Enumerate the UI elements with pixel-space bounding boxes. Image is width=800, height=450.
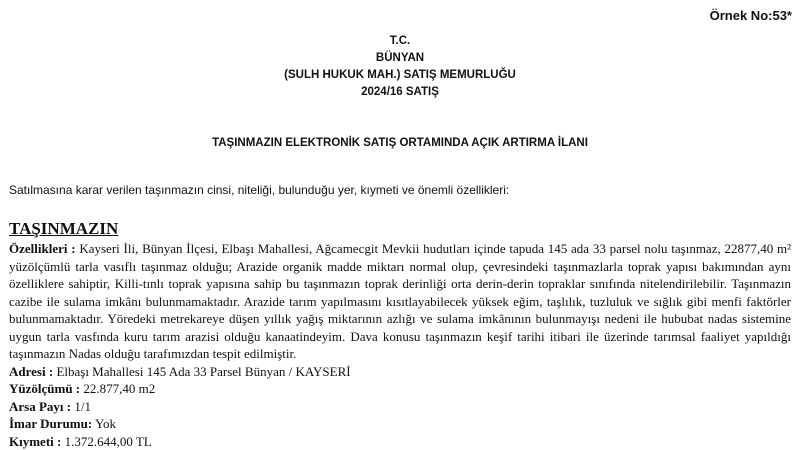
header-line-office: (SULH HUKUK MAH.) SATIŞ MEMURLUĞU	[284, 69, 516, 81]
value-value: 1.372.644,00 TL	[61, 433, 152, 449]
document-header	[0, 33, 800, 101]
section-title: TAŞINMAZIN	[9, 219, 119, 238]
header-line-district: BÜNYAN	[375, 52, 425, 64]
zoning-label: İmar Durumu:	[9, 416, 93, 431]
intro-text: Satılmasına karar verilen taşınmazın cinsi, niteliği, bulunduğu yer, kıymeti ve önemli özellikleri:	[9, 183, 510, 197]
share-row	[9, 398, 791, 416]
header-line-case-number: 2024/16 SATIŞ	[361, 86, 439, 98]
address-label: Adresi :	[9, 363, 54, 379]
sample-number: Örnek No:53*	[709, 8, 792, 23]
zoning-value: Yok	[92, 416, 117, 431]
area-value: 22.877,40 m2	[80, 381, 156, 396]
address-value: Elbaşı Mahallesi 145 Ada 33 Parsel Bünyan / KAYSERİ	[53, 363, 351, 379]
features-text: Kayseri İli, Bünyan İlçesi, Elbaşı Mahallesi, Ağcamecgit Mevkii hudutları içinde tapuda 145 ada 33 parsel nolu taşınmaz, 22877,40 m² yüzölçümlü tarla vasıflı taşınmaz olduğu; Arazide organik madde miktarı normal olup, çevresindeki taşınmazlarla toprak yapısı bakımından aynı özelliklere sahiptir, Killi-tınlı toprak yapısına sahip bu taşınmazın toprak derinliği orta derin-derin topraklar sınıfında nitelendirilebilir. Taşınmazın cazibe ile sulama imkânı bulunmamaktadır. Arazide tarım yapılmasını kısıtlayabilecek yüksek eğim, taşlılık, tuzluluk ve sığlık gibi menfi faktörler bulunmamaktadır. Yöredeki metrekareye düşen yıllık yağış miktarının azlığı ve sulama imkânının bulunmayışı nedeni ile hububat nadas sistemine uygun tarla vasfında kuru tarım arazisi olduğu kanaatindeyim. Dava konusu taşınmazın keşif tarihi itibari ile üzerinde tarımsal faaliyet yapıldığı taşınmazın Nadas olduğu tarafımızdan tespit edilmiştir.	[9, 241, 791, 361]
area-row	[9, 380, 791, 398]
address-row	[9, 363, 791, 381]
area-label: Yüzölçümü :	[9, 381, 81, 396]
features-label: Özellikleri :	[9, 241, 76, 256]
header-line-tc: T.C.	[389, 35, 411, 47]
value-row	[9, 433, 791, 450]
share-value: 1/1	[71, 398, 91, 414]
announcement-title: TAŞINMAZIN ELEKTRONİK SATIŞ ORTAMINDA AÇIK ARTIRMA İLANI	[212, 137, 588, 149]
features-paragraph	[9, 240, 791, 363]
share-label: Arsa Payı :	[9, 398, 72, 414]
value-label: Kıymeti :	[9, 433, 62, 449]
zoning-row	[9, 415, 791, 433]
property-details	[9, 240, 791, 450]
